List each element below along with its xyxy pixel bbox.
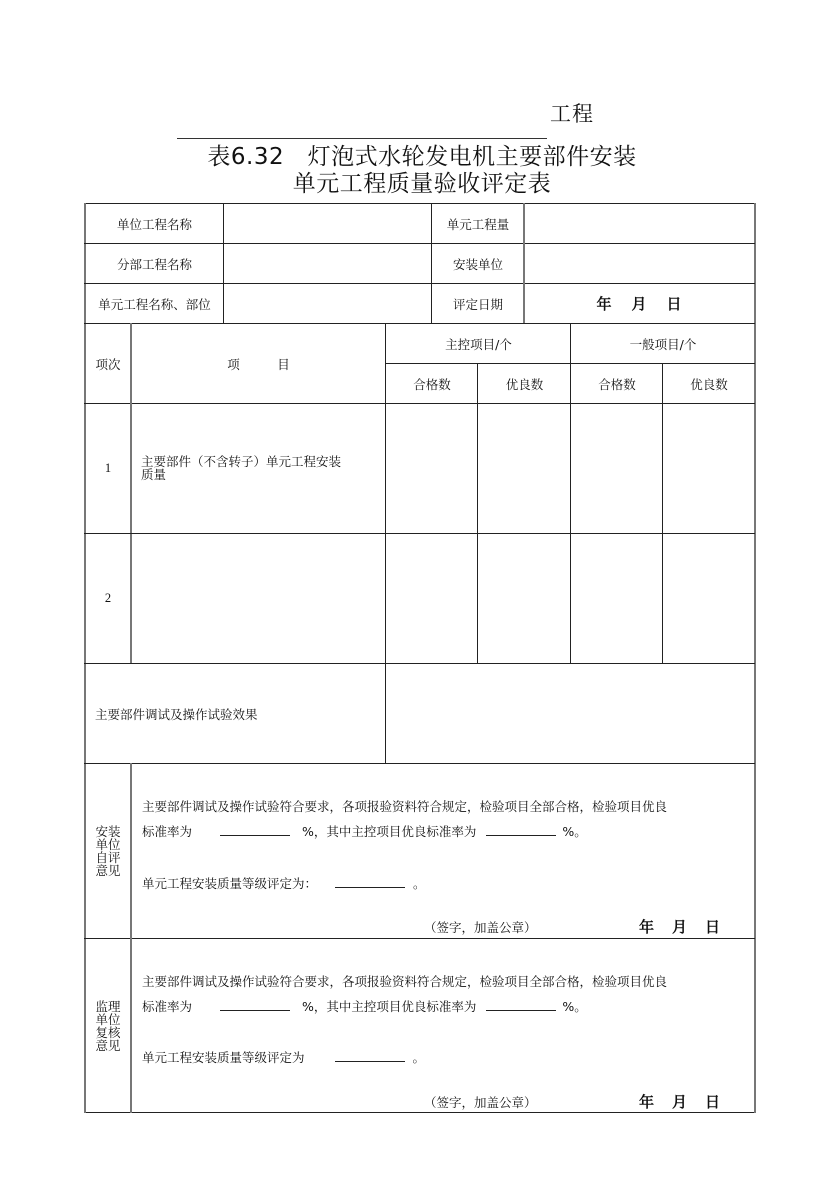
project-name-blank[interactable] bbox=[177, 138, 547, 139]
date-day: 日 bbox=[666, 295, 684, 313]
col-line bbox=[523, 203, 525, 323]
item-1-main-qualified[interactable] bbox=[387, 404, 477, 533]
date-year: 年 bbox=[596, 295, 614, 313]
header-general-items: 一般项目/个 bbox=[629, 336, 697, 352]
date-year: 年 bbox=[639, 1093, 655, 1111]
side-label-line: 意见 bbox=[95, 1038, 121, 1053]
unit-quantity-label: 单元工程量 bbox=[446, 216, 510, 232]
installer-main-rate-blank[interactable] bbox=[486, 825, 556, 836]
installer-signature-date[interactable] bbox=[639, 916, 738, 937]
rate-prefix: 标准率为 bbox=[142, 824, 193, 839]
header-general-excellent: 优良数 bbox=[690, 376, 728, 392]
supervisor-excellent-rate-blank[interactable] bbox=[220, 1000, 290, 1011]
element-project-name-label: 单元工程名称、部位 bbox=[98, 296, 211, 312]
header-general-qualified: 合格数 bbox=[598, 376, 636, 392]
side-label-line: 监理 bbox=[95, 999, 121, 1014]
element-project-name-field[interactable] bbox=[225, 284, 431, 323]
header-main-excellent: 优良数 bbox=[505, 376, 544, 392]
install-unit-label: 安装单位 bbox=[452, 256, 503, 272]
form-title-line2: 单元工程质量验收评定表 bbox=[292, 171, 552, 197]
supervisor-signature-date[interactable] bbox=[639, 1091, 738, 1112]
rate-prefix: 标准率为 bbox=[142, 999, 193, 1014]
date-day: 日 bbox=[705, 918, 721, 936]
item-1-name-line2: 质量 bbox=[141, 467, 167, 482]
supervisor-opinion-line3 bbox=[142, 1048, 425, 1066]
supervisor-main-rate-blank[interactable] bbox=[486, 1000, 556, 1011]
installer-excellent-rate-blank[interactable] bbox=[220, 825, 290, 836]
grade-prefix: 单元工程安装质量等级评定为： bbox=[142, 876, 318, 891]
installer-signature-note: （签字，加盖公章） bbox=[424, 920, 537, 935]
item-1-general-qualified[interactable] bbox=[572, 404, 662, 533]
installer-grade-blank[interactable] bbox=[335, 877, 405, 888]
item-2-name[interactable] bbox=[132, 534, 385, 663]
header-index: 项次 bbox=[95, 356, 121, 372]
item-1-name-line1: 主要部件（不含转子）单元工程安装 bbox=[141, 454, 342, 469]
col-line bbox=[662, 363, 663, 663]
side-label-line: 复核 bbox=[95, 1025, 121, 1040]
installer-opinion-line3 bbox=[142, 874, 426, 892]
col-line bbox=[570, 323, 571, 663]
table-border-right bbox=[754, 203, 756, 1113]
col-line bbox=[431, 203, 432, 323]
item-2-index: 2 bbox=[104, 591, 112, 605]
side-label-line: 意见 bbox=[95, 863, 121, 878]
supervisor-opinion-label bbox=[93, 1000, 123, 1052]
division-project-name-label: 分部工程名称 bbox=[116, 256, 192, 272]
date-month: 月 bbox=[672, 1093, 688, 1111]
item-2-main-excellent[interactable] bbox=[479, 534, 570, 663]
supervisor-opinion-line1: 主要部件调试及操作试验符合要求，各项报验资料符合规定，检验项目全部合格，检验项目优良 bbox=[142, 974, 668, 989]
col-line bbox=[223, 203, 224, 323]
table-border-bottom bbox=[84, 1112, 755, 1113]
evaluation-date-label: 评定日期 bbox=[452, 296, 503, 312]
item-1-main-excellent[interactable] bbox=[479, 404, 570, 533]
installer-opinion-line1: 主要部件调试及操作试验符合要求，各项报验资料符合规定，检验项目全部合格，检验项目优良 bbox=[142, 799, 668, 814]
side-label-line: 单位 bbox=[95, 1012, 121, 1027]
row-line bbox=[84, 938, 755, 939]
item-1-index: 1 bbox=[104, 461, 112, 475]
col-line bbox=[477, 363, 478, 663]
division-project-name-field[interactable] bbox=[225, 244, 431, 283]
rate-mid: %，其中主控项目优良标准率为 bbox=[302, 999, 477, 1014]
supervisor-signature-note: （签字，加盖公章） bbox=[424, 1095, 537, 1110]
grade-suffix: 。 bbox=[412, 1050, 426, 1065]
grade-suffix: 。 bbox=[413, 876, 426, 891]
row-line bbox=[84, 763, 755, 764]
test-effect-label: 主要部件调试及操作试验效果 bbox=[95, 706, 258, 722]
header-main-control-items: 主控项目/个 bbox=[445, 336, 512, 352]
test-effect-field[interactable] bbox=[387, 664, 754, 763]
unit-project-name-label: 单位工程名称 bbox=[116, 216, 192, 232]
item-1-name bbox=[141, 455, 376, 481]
date-year: 年 bbox=[639, 918, 655, 936]
rate-mid: %，其中主控项目优良标准率为 bbox=[302, 824, 477, 839]
side-label-line: 自评 bbox=[95, 850, 121, 865]
unit-project-name-field[interactable] bbox=[225, 204, 431, 243]
supervisor-grade-blank[interactable] bbox=[335, 1051, 405, 1062]
item-2-main-qualified[interactable] bbox=[387, 534, 477, 663]
supervisor-opinion-line2 bbox=[142, 997, 587, 1015]
rate-suffix: %。 bbox=[562, 999, 587, 1014]
header-item: 项 目 bbox=[227, 356, 290, 372]
form-title-line1: 表6.32 灯泡式水轮发电机主要部件安装 bbox=[207, 144, 637, 170]
installer-opinion-line2 bbox=[142, 822, 587, 840]
item-1-general-excellent[interactable] bbox=[664, 404, 754, 533]
item-2-general-qualified[interactable] bbox=[572, 534, 662, 663]
installer-opinion-label bbox=[93, 825, 123, 877]
date-month: 月 bbox=[672, 918, 688, 936]
col-line bbox=[130, 763, 132, 1113]
side-label-line: 单位 bbox=[95, 837, 121, 852]
col-line bbox=[385, 323, 386, 763]
evaluation-date-field[interactable] bbox=[526, 284, 754, 323]
date-day: 日 bbox=[705, 1093, 721, 1111]
install-unit-field[interactable] bbox=[526, 244, 754, 283]
grade-prefix: 单元工程安装质量等级评定为 bbox=[142, 1050, 305, 1065]
header-main-qualified: 合格数 bbox=[413, 376, 451, 392]
side-label-line: 安装 bbox=[95, 824, 121, 839]
date-month: 月 bbox=[631, 295, 649, 313]
project-name-suffix: 工程 bbox=[550, 102, 594, 126]
unit-quantity-field[interactable] bbox=[526, 204, 754, 243]
rate-suffix: %。 bbox=[562, 824, 587, 839]
item-2-general-excellent[interactable] bbox=[664, 534, 754, 663]
